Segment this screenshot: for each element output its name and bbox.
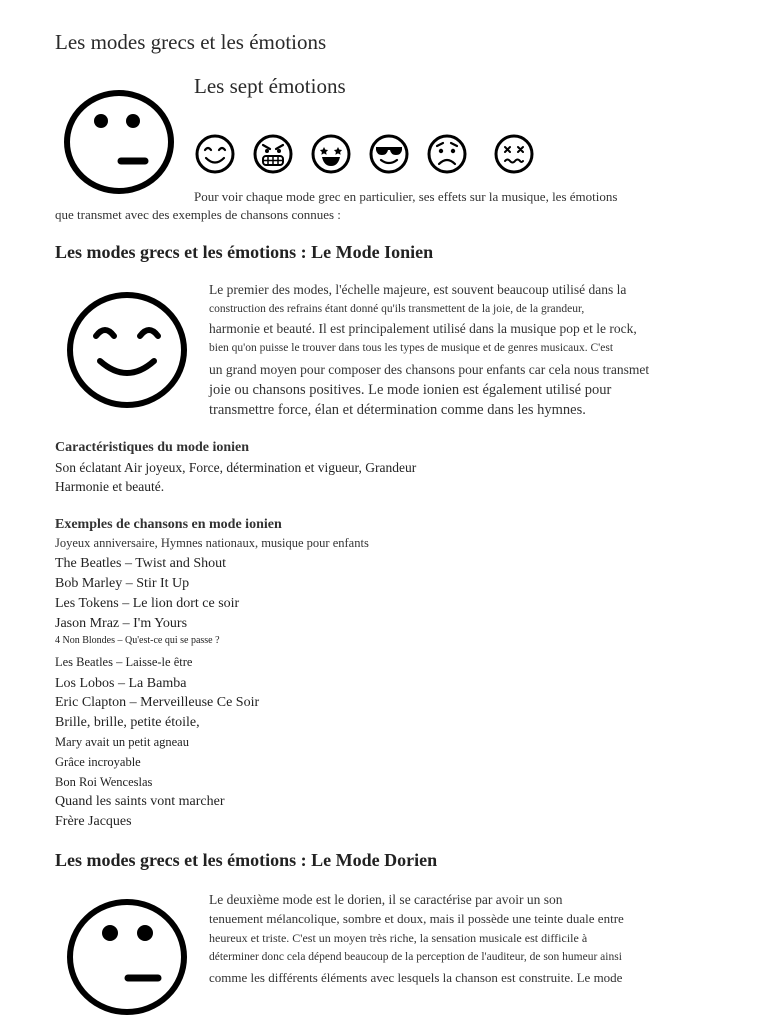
sunglasses-face-icon — [369, 134, 409, 174]
intro-text-line-1: Pour voir chaque mode grec en particulier, ses effets sur la musique, les émotions — [194, 189, 618, 204]
grimacing-face-icon — [253, 134, 293, 174]
dorian-paragraph-line: déterminer donc cela dépend beaucoup de la perception de l'auditeur, de son humeur ainsi — [209, 951, 622, 963]
ionian-paragraph-line: Le premier des modes, l'échelle majeure, est souvent beaucoup utilisé dans la — [209, 282, 627, 297]
dorian-section-heading: Les modes grecs et les émotions : Le Mode Dorien — [55, 850, 438, 870]
neutral-face-icon — [66, 898, 188, 1016]
dorian-paragraph-line: comme les différents éléments avec lesquels la chanson est construite. Le mode — [209, 970, 623, 985]
ionian-paragraph-line: bien qu'on puisse le trouver dans tous les types de musique et de genres musicaux. C'est — [209, 342, 614, 354]
ionian-paragraph-line: transmettre force, élan et détermination comme dans les hymnes. — [209, 402, 586, 418]
ionian-paragraph-line: construction des refrains étant donné qu'ils transmettent de la joie, de la grandeur, — [209, 303, 585, 315]
characteristics-heading: Caractéristiques du mode ionien — [55, 440, 250, 455]
dizzy-face-icon — [494, 134, 534, 174]
ionian-section-heading: Les modes grecs et les émotions : Le Mode Ionien — [55, 242, 434, 262]
dorian-paragraph-line: heureux et triste. C'est un moyen très riche, la sensation musicale est difficile à — [209, 931, 588, 945]
characteristics-line: Harmonie et beauté. — [55, 479, 165, 494]
song-list-item: The Beatles – Twist and Shout — [55, 556, 227, 571]
song-list-item: Frère Jacques — [55, 814, 132, 829]
song-list-item: 4 Non Blondes – Qu'est-ce qui se passe ? — [55, 635, 220, 646]
song-list-item: Les Tokens – Le lion dort ce soir — [55, 596, 240, 611]
grinning-face-icon — [311, 134, 351, 174]
sad-face-icon — [427, 134, 467, 174]
song-list-item: Bob Marley – Stir It Up — [55, 576, 190, 591]
song-list-item: Bon Roi Wenceslas — [55, 775, 153, 789]
song-list-item: Eric Clapton – Merveilleuse Ce Soir — [55, 695, 260, 710]
dorian-paragraph-line: Le deuxième mode est le dorien, il se caractérise par avoir un son — [209, 892, 563, 907]
ionian-paragraph-line: un grand moyen pour composer des chansons pour enfants car cela nous transmet — [209, 362, 650, 377]
ionian-paragraph-line: harmonie et beauté. Il est principalement utilisé dans la musique pop et le rock, — [209, 321, 637, 336]
smiling-face-icon — [195, 134, 235, 174]
examples-heading: Exemples de chansons en mode ionien — [55, 517, 282, 532]
song-list-item: Grâce incroyable — [55, 755, 141, 769]
section-subtitle: Les sept émotions — [194, 74, 346, 98]
song-list-item: Mary avait un petit agneau — [55, 735, 189, 749]
song-list-item: Los Lobos – La Bamba — [55, 676, 187, 691]
neutral-face-icon — [63, 89, 175, 195]
characteristics-line: Son éclatant Air joyeux, Force, détermination et vigueur, Grandeur — [55, 460, 417, 475]
examples-intro: Joyeux anniversaire, Hymnes nationaux, musique pour enfants — [55, 536, 369, 550]
page-title: Les modes grecs et les émotions — [55, 30, 327, 54]
song-list-item: Quand les saints vont marcher — [55, 794, 225, 809]
song-list-item: Les Beatles – Laisse-le être — [55, 655, 193, 669]
smiling-face-icon — [66, 291, 188, 409]
song-list-item: Brille, brille, petite étoile, — [55, 715, 200, 730]
dorian-paragraph-line: tenuement mélancolique, sombre et doux, mais il possède une teinte duale entre — [209, 911, 624, 926]
song-list-item: Jason Mraz – I'm Yours — [55, 616, 188, 631]
intro-text-line-2: que transmet avec des exemples de chansons connues : — [55, 207, 341, 222]
ionian-paragraph-line: joie ou chansons positives. Le mode ionien est également utilisé pour — [209, 382, 612, 398]
